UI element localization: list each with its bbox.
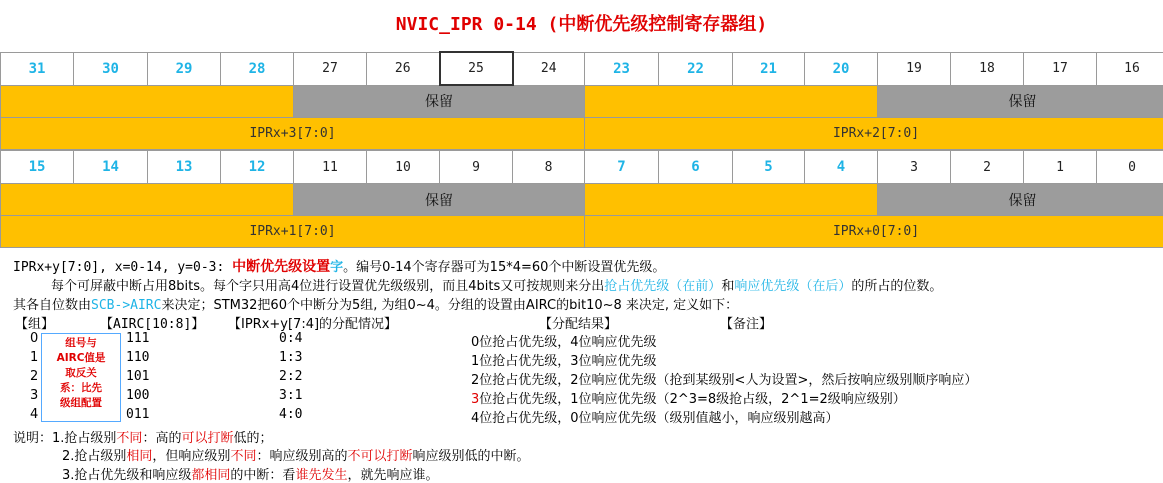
register-table-lower xyxy=(0,150,1163,248)
bit-number-cell: 17 xyxy=(1024,52,1097,85)
bit-number-cell: 11 xyxy=(294,151,367,184)
page-title: NVIC_IPR 0-14 (中断优先级控制寄存器组) xyxy=(395,14,768,35)
bit-number-cell: 19 xyxy=(878,52,951,85)
bit-number-cell: 24 xyxy=(513,52,585,85)
explain-text: 的中断：看 xyxy=(230,468,296,483)
result-text: 位抢占优先级，1位响应优先级 xyxy=(479,392,657,407)
allocation-result xyxy=(471,331,657,350)
explain-highlight: 不同 xyxy=(116,431,143,446)
explain-highlight: 谁先发生 xyxy=(295,468,348,483)
explain-highlight: 相同 xyxy=(126,449,153,464)
explain-text: 响应级别低的中断。 xyxy=(412,449,530,464)
explain-label: 说明： xyxy=(13,431,53,446)
callout-text: 系：比先 xyxy=(60,382,102,394)
note-text: 的所占的位数。 xyxy=(851,279,943,294)
reserved-row-lower xyxy=(1,184,1163,216)
callout-text: 级组配置 xyxy=(60,397,102,409)
explain-text: 2.抢占级别 xyxy=(62,449,127,464)
allocation-result xyxy=(471,350,657,369)
group-number: 4 xyxy=(30,407,39,422)
ipr-allocation: 2:2 xyxy=(279,369,303,384)
explain-highlight: 不同 xyxy=(230,449,257,464)
header-remark: 【备注】 xyxy=(720,317,773,332)
reserved-cell: 保留 xyxy=(294,184,585,216)
group-row xyxy=(0,369,1163,387)
bit-number-cell: 13 xyxy=(148,151,221,184)
ipr-x0-label: IPRx+0[7:0] xyxy=(585,216,1163,248)
reserved-row-upper xyxy=(1,85,1163,117)
note-line-2 xyxy=(51,275,942,294)
bit-number-cell: 14 xyxy=(74,151,148,184)
bit-number-cell: 15 xyxy=(1,151,74,184)
note-highlight: 中断优先级设置 xyxy=(232,259,331,275)
callout-text: 取反关 xyxy=(65,367,97,379)
note-line-1 xyxy=(13,256,665,276)
bit-number-cell: 31 xyxy=(1,52,74,85)
explain-line-3 xyxy=(62,464,438,483)
explain-text: ：高的 xyxy=(142,431,182,446)
header-airc: 【AIRC[10:8]】 xyxy=(100,317,205,332)
bit-number-cell: 23 xyxy=(585,52,659,85)
priority-bits-cell xyxy=(585,85,878,117)
allocation-result xyxy=(471,369,977,388)
bit-number-cell: 16 xyxy=(1097,52,1163,85)
explain-line-1 xyxy=(13,427,272,446)
note-highlight: 响应优先级（在后） xyxy=(734,279,852,294)
bit-number-cell: 10 xyxy=(367,151,440,184)
priority-bits-cell xyxy=(1,85,294,117)
reserved-cell: 保留 xyxy=(878,184,1163,216)
explain-highlight: 不可以打断 xyxy=(347,449,413,464)
explain-line-2 xyxy=(62,445,530,464)
result-text: 2位抢占优先级，2位响应优先级 xyxy=(471,373,657,388)
explain-highlight: 可以打断 xyxy=(181,431,234,446)
reserved-cell: 保留 xyxy=(294,85,585,117)
callout-text: AIRC值是 xyxy=(56,352,106,364)
explain-text: 3.抢占优先级和响应级 xyxy=(62,468,192,483)
note-text: 和 xyxy=(721,279,735,294)
bit-number-cell: 5 xyxy=(733,151,805,184)
note-text: 每个可屏蔽中断占用8bits。每个字只用高4位进行设置优先级级别，而且4bits又可按规则来分出 xyxy=(51,279,605,294)
remark-text: （2^3=8级抢占级，2^1=2级响应级别） xyxy=(656,392,906,407)
bit-number-row-lower xyxy=(1,151,1163,184)
note-text: IPRx+y[7:0], x=0-14, y=0-3: xyxy=(13,260,233,275)
result-text: 4位抢占优先级，0位响应优先级 xyxy=(471,411,657,426)
group-number: 3 xyxy=(30,388,39,403)
reserved-cell: 保留 xyxy=(878,85,1163,117)
bit-number-cell: 2 xyxy=(951,151,1024,184)
bit-number-cell: 30 xyxy=(74,52,148,85)
group-row xyxy=(0,331,1163,349)
note-text: 其各自位数由 xyxy=(13,298,92,313)
note-line-3 xyxy=(13,294,738,313)
bit-number-cell: 6 xyxy=(659,151,733,184)
bit-number-cell: 25 xyxy=(440,52,513,85)
note-text: 。编号0-14个寄存器可为15*4=60个中断设置优先级。 xyxy=(343,260,666,275)
allocation-result xyxy=(471,407,839,426)
priority-bits-cell xyxy=(585,184,878,216)
ipr-row-upper xyxy=(1,117,1163,149)
callout-text: 组号与 xyxy=(65,337,97,349)
bit-number-cell: 27 xyxy=(294,52,367,85)
airc-value: 011 xyxy=(126,407,150,422)
group-row xyxy=(0,388,1163,406)
result-text: 1位抢占优先级，3位响应优先级 xyxy=(471,354,657,369)
bit-number-cell: 29 xyxy=(148,52,221,85)
airc-value: 100 xyxy=(126,388,150,403)
ipr-row-lower xyxy=(1,216,1163,248)
explain-text: 1.抢占级别 xyxy=(52,431,117,446)
ipr-allocation: 3:1 xyxy=(279,388,303,403)
ipr-allocation: 0:4 xyxy=(279,331,303,346)
airc-value: 111 xyxy=(126,331,150,346)
group-table-header xyxy=(0,313,1163,331)
bit-number-cell: 28 xyxy=(221,52,294,85)
explain-text: ，就先响应谁。 xyxy=(347,468,439,483)
remark-text: （抢到某级别<人为设置>，然后按响应级别顺序响应） xyxy=(656,373,978,388)
bit-number-cell: 12 xyxy=(221,151,294,184)
group-number: 0 xyxy=(30,331,39,346)
group-row xyxy=(0,350,1163,368)
airc-value: 101 xyxy=(126,369,150,384)
remark-text: （级别值越小，响应级别越高） xyxy=(656,411,839,426)
bit-number-cell: 20 xyxy=(805,52,878,85)
group-number: 1 xyxy=(30,350,39,365)
ipr-x1-label: IPRx+1[7:0] xyxy=(1,216,585,248)
bit-number-cell: 26 xyxy=(367,52,440,85)
bit-number-cell: 7 xyxy=(585,151,659,184)
ipr-allocation: 1:3 xyxy=(279,350,303,365)
group-number: 2 xyxy=(30,369,39,384)
note-highlight: 字 xyxy=(330,260,344,275)
note-highlight: 抢占优先级（在前） xyxy=(604,279,722,294)
result-text: 0位抢占优先级，4位响应优先级 xyxy=(471,335,657,350)
header-ipr: 【IPRx+y[7:4]的分配情况】 xyxy=(228,317,398,332)
bit-number-cell: 1 xyxy=(1024,151,1097,184)
group-row xyxy=(0,407,1163,425)
explain-text: ：响应级别高的 xyxy=(256,449,348,464)
allocation-result xyxy=(471,388,906,407)
explain-text: ，但响应级别 xyxy=(152,449,231,464)
note-text: 来决定；STM32把60个中断分为5组, 为组0~4。分组的设置由AIRC的bit10~8 来决定, 定义如下： xyxy=(161,298,739,313)
bit-number-cell: 3 xyxy=(878,151,951,184)
callout-note xyxy=(41,333,121,422)
bit-number-cell: 8 xyxy=(513,151,585,184)
explain-highlight: 都相同 xyxy=(191,468,231,483)
register-table-upper xyxy=(0,51,1163,150)
priority-bits-cell xyxy=(1,184,294,216)
bit-number-cell: 0 xyxy=(1097,151,1163,184)
note-highlight: SCB->AIRC xyxy=(91,298,162,313)
explain-text: 低的； xyxy=(233,431,273,446)
ipr-x3-label: IPRx+3[7:0] xyxy=(1,117,585,149)
bit-number-cell: 9 xyxy=(440,151,513,184)
bit-number-cell: 21 xyxy=(733,52,805,85)
bit-number-cell: 4 xyxy=(805,151,878,184)
bit-number-row-upper xyxy=(1,52,1163,85)
ipr-x2-label: IPRx+2[7:0] xyxy=(585,117,1163,149)
result-highlight: 3 xyxy=(471,392,480,407)
ipr-allocation: 4:0 xyxy=(279,407,303,422)
header-result: 【分配结果】 xyxy=(539,317,618,332)
bit-number-cell: 22 xyxy=(659,52,733,85)
bit-number-cell: 18 xyxy=(951,52,1024,85)
airc-value: 110 xyxy=(126,350,150,365)
header-group: 【组】 xyxy=(15,317,55,332)
